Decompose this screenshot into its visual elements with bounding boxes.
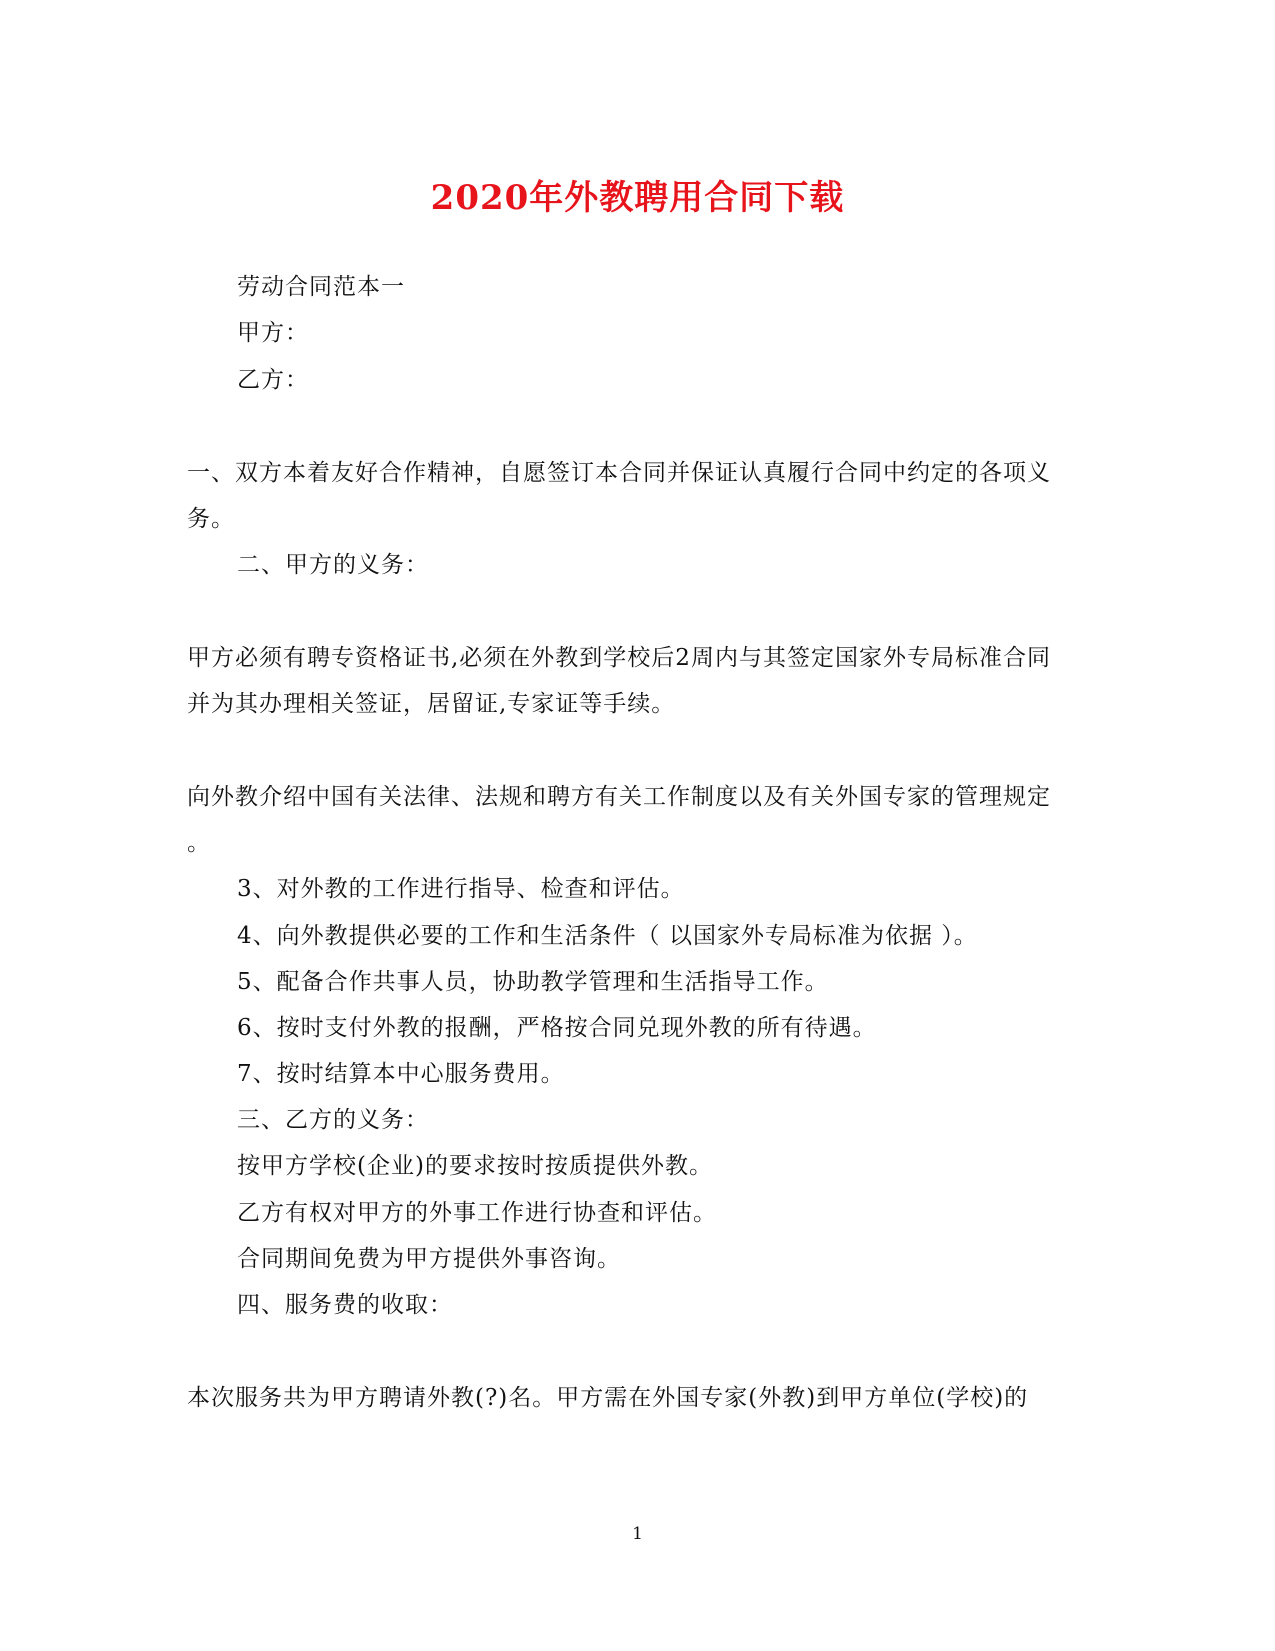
page-number: 1 [632,1524,643,1544]
party-a-label: 甲方： [237,320,309,346]
clause-4-item-1: 本次服务共为甲方聘请外教(?)名。甲方需在外国专家(外教)到甲方单位(学校)的 [187,1385,1029,1411]
clause-2-item-1-line-1: 甲方必须有聘专资格证书,必须在外教到学校后2周内与其签定国家外专局标准合同 [187,645,1051,671]
clause-3-heading: 三、乙方的义务： [237,1107,429,1133]
clause-2-item-6: 6、按时支付外教的报酬，严格按合同兑现外教的所有待遇。 [237,1015,877,1041]
clause-2-item-2-line-2: 。 [187,830,211,856]
clause-2-item-4: 4、向外教提供必要的工作和生活条件（ 以国家外专局标准为依据 ）。 [237,923,978,949]
clause-4-heading: 四、服务费的收取： [237,1292,453,1318]
contract-template-label: 劳动合同范本一 [237,274,405,300]
clause-3-item-2: 乙方有权对甲方的外事工作进行协查和评估。 [237,1200,717,1226]
clause-2-heading: 二、甲方的义务： [237,552,429,578]
document-title: 2020年外教聘用合同下载 [430,178,845,218]
clause-2-item-2-line-1: 向外教介绍中国有关法律、法规和聘方有关工作制度以及有关外国专家的管理规定 [187,784,1051,810]
clause-3-item-3: 合同期间免费为甲方提供外事咨询。 [237,1246,621,1272]
clause-2-item-1-line-2: 并为其办理相关签证，居留证,专家证等手续。 [187,691,676,717]
party-b-label: 乙方： [237,367,309,393]
clause-1-line-1: 一、双方本着友好合作精神，自愿签订本合同并保证认真履行合同中约定的各项义 [187,460,1051,486]
clause-3-item-1: 按甲方学校(企业)的要求按时按质提供外教。 [237,1153,713,1179]
clause-2-item-5: 5、配备合作共事人员，协助教学管理和生活指导工作。 [237,969,829,995]
clause-2-item-7: 7、按时结算本中心服务费用。 [237,1061,565,1087]
clause-2-item-3: 3、对外教的工作进行指导、检查和评估。 [237,876,685,902]
clause-1-line-2: 务。 [187,506,235,532]
